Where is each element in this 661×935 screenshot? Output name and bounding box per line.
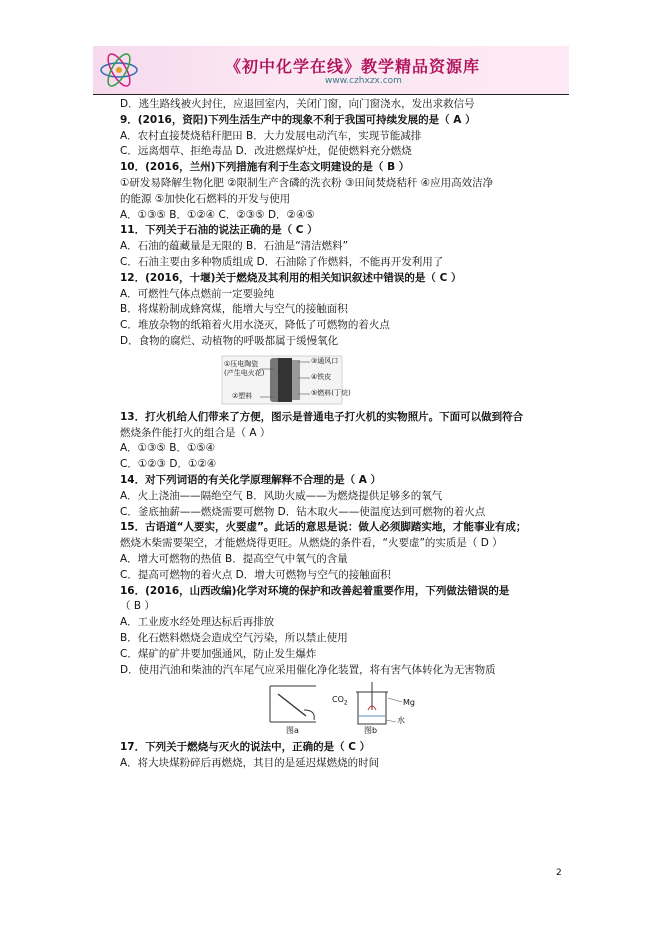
co2-subscript: 2 [343, 699, 348, 707]
text-line: C．煤矿的矿井要加强通风，防止发生爆炸 [120, 647, 317, 660]
text-line: C．远离烟草、拒绝毒品 D．改进燃煤炉灶，促使燃料充分燃烧 [120, 145, 412, 158]
text-line: B．将煤粉制成蜂窝煤，能增大与空气的接触面积 [120, 303, 348, 316]
lighter-label-4: ④铁皮 [311, 372, 332, 381]
text-line: C．石油主要由多种物质组成 D．石油除了作燃料，不能再开发利用了 [120, 255, 444, 268]
header-banner [93, 46, 569, 94]
text-line: 的能源 ⑤加快化石燃料的开发与使用 [120, 192, 291, 205]
text-line: A．可燃性气体点燃前一定要验纯 [120, 287, 275, 300]
lighter-label-2: ②塑料 [232, 391, 253, 400]
question-stem: 14．对下列词语的有关化学原理解释不合理的是（ A ） [120, 473, 382, 486]
figure-b-label: 图b [364, 726, 378, 736]
water-label: 水 [397, 716, 405, 726]
question-stem: 9．(2016，资阳)下列生活生产中的现象不利于我国可持续发展的是（ A ） [120, 113, 476, 126]
magnesium-co2-figure [120, 680, 560, 738]
text-line: C．提高可燃物的着火点 D．增大可燃物与空气的接触面积 [120, 568, 391, 581]
question-stem: 15．古语道“人要实，火要虚”。此话的意思是说：做人必须脚踏实地，才能事业有成； [120, 521, 527, 534]
text-line: 燃烧条件能打火的组合是（ A ） [120, 426, 271, 439]
text-line: D．食物的腐烂、动植物的呼吸都属于缓慢氧化 [120, 334, 339, 347]
figure-a-label: 图a [286, 726, 299, 736]
text-line: C．堆放杂物的纸箱着火用水浇灭，降低了可燃物的着火点 [120, 319, 390, 332]
atom-logo-icon [97, 50, 141, 90]
banner-title: 《初中化学在线》教学精品资源库 [225, 57, 481, 76]
text-line: B．化石燃料燃烧会造成空气污染，所以禁止使用 [120, 631, 348, 644]
lighter-label-1b: (产生电火花) [224, 368, 265, 377]
text-line: A．石油的蕴藏量是无限的 B．石油是“清洁燃料” [120, 240, 349, 253]
banner-url[interactable]: www.czhxzx.com [325, 76, 402, 86]
text-line: A．农村直接焚烧秸秆肥田 B．大力发展电动汽车，实现节能减排 [120, 129, 422, 142]
text-line: （ B ） [120, 600, 155, 613]
text-line: C．①②③ D．①②④ [120, 458, 217, 471]
mg-label: Mg [403, 698, 415, 708]
text-line: ①研发易降解生物化肥 ②限制生产含磷的洗衣粉 ③田间焚烧秸秆 ④应用高效洁净 [120, 176, 494, 189]
text-line: A．①③⑤ B．①⑤④ [120, 442, 216, 455]
lighter-label-3: ③通风口 [311, 356, 339, 365]
page-number: 2 [556, 868, 562, 878]
question-stem: 11．下列关于石油的说法正确的是（ C ） [120, 224, 318, 237]
text-line: A．工业废水经处理达标后再排放 [120, 616, 275, 629]
question-stem: 16．(2016，山西改编)化学对环境的保护和改善起着重要作用，下列做法错误的是 [120, 584, 510, 597]
document-body [120, 97, 560, 772]
text-line: A．增大可燃物的热值 B．提高空气中氧气的含量 [120, 552, 348, 565]
question-stem: 13．打火机给人们带来了方便，图示是普通电子打火机的实物照片。下面可以做到符合 [120, 410, 524, 423]
text-line: A．火上浇油——隔绝空气 B．风助火威——为燃烧提供足够多的氧气 [120, 489, 443, 502]
text-line: A．①③⑤ B．①②④ C．②③⑤ D．②④⑤ [120, 208, 315, 221]
question-stem: 12．(2016，十堰)关于燃烧及其利用的相关知识叙述中错误的是（ C ） [120, 271, 462, 284]
figure-b-diagram [356, 682, 402, 724]
lighter-label-1: ①压电陶瓷 [224, 359, 259, 368]
text-line: D．逃生路线被火封住，应退回室内，关闭门窗，向门窗浇水，发出求救信号 [120, 98, 475, 110]
question-stem: 10．(2016，兰州)下列措施有利于生态文明建设的是（ B ） [120, 161, 410, 174]
text-line: 燃烧木柴需要架空，才能燃烧得更旺。从燃烧的条件看，“火要虚”的实质是（ D ） [120, 537, 503, 550]
lighter-figure [120, 354, 560, 406]
lighter-label-5: ⑤燃料(丁烷) [311, 388, 351, 397]
text-line: D．使用汽油和柴油的汽车尾气应采用催化净化装置，将有害气体转化为无害物质 [120, 663, 496, 676]
text-line: C．釜底抽薪——燃烧需要可燃物 D．钻木取火——使温度达到可燃物的着火点 [120, 505, 486, 518]
co2-label [332, 695, 348, 709]
header-rule [93, 94, 569, 95]
question-stem: 17．下列关于燃烧与灭火的说法中，正确的是（ C ） [120, 741, 371, 754]
co2-text: CO [332, 695, 344, 705]
figure-a-diagram [270, 686, 316, 722]
text-line: A．将大块煤粉碎后再燃烧，其目的是延迟煤燃烧的时间 [120, 757, 380, 770]
